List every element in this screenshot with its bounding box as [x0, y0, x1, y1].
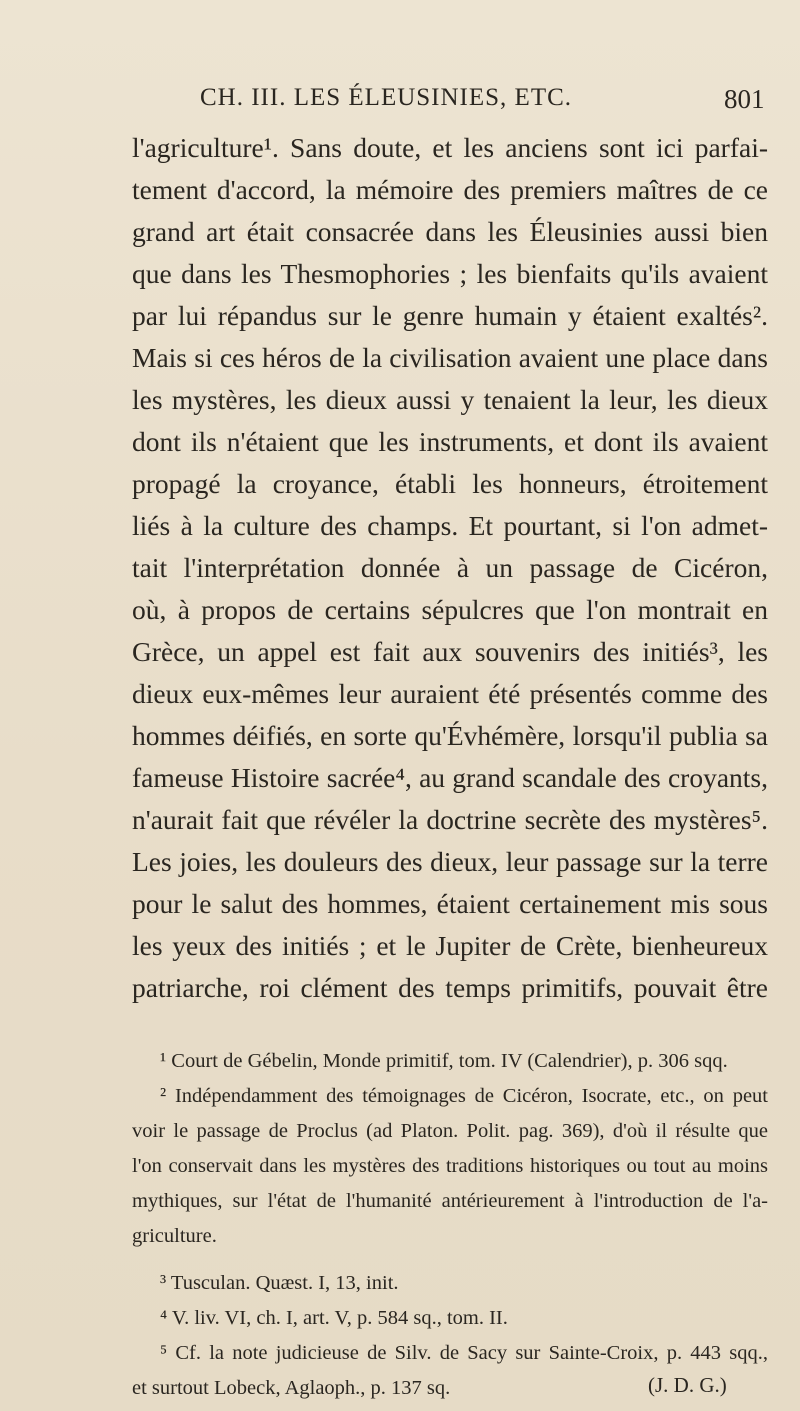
footnote-line: mythiques, sur l'état de l'humanité antérieurement à l'introduction de l'a-: [132, 1190, 768, 1212]
running-head: CH. III. LES ÉLEUSINIES, ETC.: [200, 84, 573, 111]
body-line: n'aurait fait que révéler la doctrine secrète des mystères⁵.: [132, 804, 768, 835]
body-line: les yeux des initiés ; et le Jupiter de Crète, bienheureux: [132, 930, 768, 961]
body-line: tait l'interprétation donnée à un passage de Cicéron,: [132, 552, 768, 583]
body-line: fameuse Histoire sacrée⁴, au grand scandale des croyants,: [132, 762, 768, 793]
body-line: par lui répandus sur le genre humain y étaient exaltés².: [132, 300, 768, 331]
body-line: dieux eux-mêmes leur auraient été présentés comme des: [132, 678, 768, 709]
footnote-line: voir le passage de Proclus (ad Platon. Polit. pag. 369), d'où il résulte que: [132, 1120, 768, 1142]
body-line: où, à propos de certains sépulcres que l'on montrait en: [132, 594, 768, 625]
page-number: 801: [724, 84, 765, 114]
body-line: propagé la croyance, établi les honneurs, étroitement: [132, 468, 768, 499]
body-line: que dans les Thesmophories ; les bienfaits qu'ils avaient: [132, 258, 768, 289]
body-line: grand art était consacrée dans les Éleusinies aussi bien: [132, 216, 768, 247]
body-line: l'agriculture¹. Sans doute, et les anciens sont ici parfai-: [132, 132, 768, 163]
footnote-line: ² Indépendamment des témoignages de Cicéron, Isocrate, etc., on peut: [160, 1085, 768, 1107]
body-line: pour le salut des hommes, étaient certainement mis sous: [132, 888, 768, 919]
footnote-line: ⁵ Cf. la note judicieuse de Silv. de Sacy sur Sainte-Croix, p. 443 sqq.,: [160, 1342, 768, 1364]
page-header: [0, 84, 800, 124]
body-line: Mais si ces héros de la civilisation avaient une place dans: [132, 342, 768, 373]
footnote-line: griculture.: [132, 1225, 217, 1247]
footnote-line: ⁴ V. liv. VI, ch. I, art. V, p. 584 sq., tom. II.: [160, 1307, 508, 1329]
body-line: patriarche, roi clément des temps primitifs, pouvait être: [132, 972, 768, 1003]
footnote-line: ³ Tusculan. Quæst. I, 13, init.: [160, 1272, 399, 1294]
body-line: les mystères, les dieux aussi y tenaient la leur, les dieux: [132, 384, 768, 415]
body-line: hommes déifiés, en sorte qu'Évhémère, lorsqu'il publia sa: [132, 720, 768, 751]
body-line: Grèce, un appel est fait aux souvenirs des initiés³, les: [132, 636, 768, 667]
footnote-signature: (J. D. G.): [648, 1373, 727, 1397]
footnote-line: l'on conservait dans les mystères des traditions historiques ou tout au moins: [132, 1155, 768, 1177]
body-line: dont ils n'étaient que les instruments, et dont ils avaient: [132, 426, 768, 457]
footnote-line: et surtout Lobeck, Aglaoph., p. 137 sq.: [132, 1377, 451, 1399]
body-line: Les joies, les douleurs des dieux, leur passage sur la terre: [132, 846, 768, 877]
body-line: liés à la culture des champs. Et pourtant, si l'on admet-: [132, 510, 768, 541]
footnote-line: ¹ Court de Gébelin, Monde primitif, tom. IV (Calendrier), p. 306 sqq.: [160, 1050, 728, 1072]
body-line: tement d'accord, la mémoire des premiers maîtres de ce: [132, 174, 768, 205]
